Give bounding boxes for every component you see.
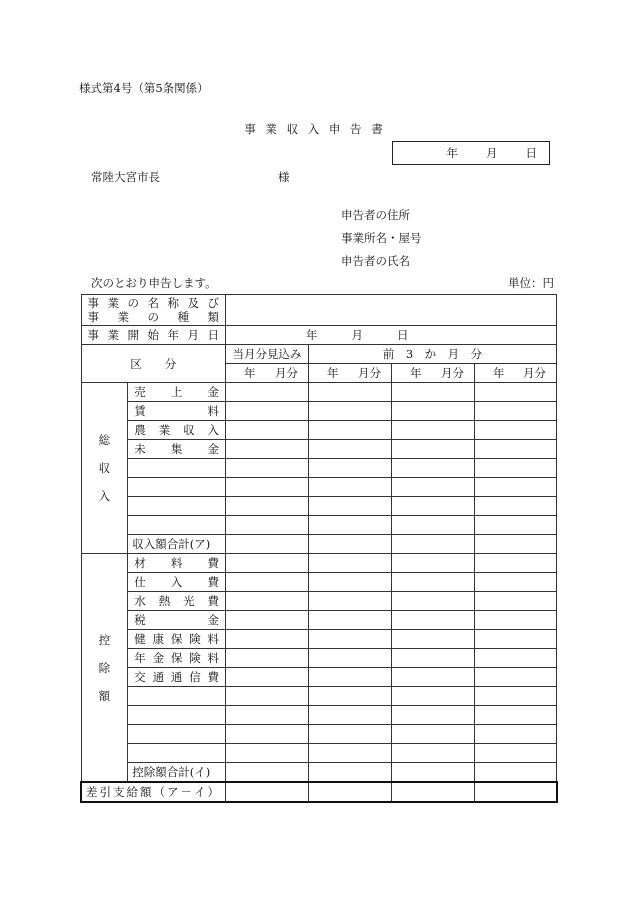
deduction-row <box>81 725 557 744</box>
amount-cell[interactable] <box>226 687 309 706</box>
amount-cell[interactable] <box>309 744 392 763</box>
start-date-field[interactable]: 年 月 日 <box>226 326 557 345</box>
date-month: 月 <box>486 146 498 160</box>
deduction-row <box>81 744 557 763</box>
amount-cell[interactable] <box>309 687 392 706</box>
start-date-label: 事業開始年月日 <box>81 326 226 345</box>
amount-cell[interactable] <box>392 459 475 478</box>
deduction-item-label[interactable] <box>128 744 226 763</box>
amount-cell[interactable] <box>475 706 557 725</box>
net-payment-label: 差引支給額（ア－イ） <box>81 782 226 802</box>
amount-cell[interactable] <box>309 706 392 725</box>
income-declaration-table <box>80 294 558 803</box>
amount-cell[interactable] <box>392 497 475 516</box>
amount-cell[interactable] <box>309 497 392 516</box>
income-row <box>81 459 557 478</box>
amount-cell[interactable] <box>309 630 392 649</box>
business-name-row <box>81 295 557 326</box>
amount-cell[interactable] <box>392 706 475 725</box>
income-item-label: 農業収入 <box>128 421 226 440</box>
form-number: 様式第4号（第5条関係） <box>79 81 209 95</box>
amount-cell[interactable] <box>226 402 309 421</box>
deduction-item-label: 年金保険料 <box>128 649 226 668</box>
amount-cell[interactable] <box>226 516 309 535</box>
date-day: 日 <box>525 146 537 160</box>
amount-cell[interactable] <box>475 516 557 535</box>
amount-cell[interactable] <box>475 649 557 668</box>
amount-cell[interactable] <box>309 573 392 592</box>
income-item-label: 未集金 <box>128 440 226 459</box>
amount-cell[interactable] <box>475 402 557 421</box>
amount-cell[interactable] <box>309 459 392 478</box>
deduction-item-label: 健康保険料 <box>128 630 226 649</box>
amount-cell[interactable] <box>392 573 475 592</box>
amount-cell[interactable] <box>475 687 557 706</box>
amount-cell[interactable] <box>309 649 392 668</box>
previous-months-label: 前 3 か 月 分 <box>309 345 557 364</box>
amount-cell[interactable] <box>392 782 475 802</box>
amount-cell[interactable] <box>475 725 557 744</box>
amount-cell[interactable] <box>392 440 475 459</box>
month-header-cell[interactable]: 年 月分 <box>475 364 557 383</box>
income-item-label[interactable] <box>128 516 226 535</box>
amount-cell[interactable] <box>226 782 309 802</box>
amount-cell[interactable] <box>309 440 392 459</box>
amount-cell[interactable] <box>309 383 392 402</box>
deduction-row <box>81 649 557 668</box>
amount-cell[interactable] <box>309 592 392 611</box>
applicant-address-label: 申告者の住所 <box>341 208 410 222</box>
amount-cell[interactable] <box>309 478 392 497</box>
amount-cell[interactable] <box>309 535 392 554</box>
amount-cell[interactable] <box>475 782 557 802</box>
amount-cell[interactable] <box>475 383 557 402</box>
amount-cell[interactable] <box>475 611 557 630</box>
deduction-item-label[interactable] <box>128 687 226 706</box>
amount-cell[interactable] <box>226 668 309 687</box>
amount-cell[interactable] <box>226 535 309 554</box>
net-payment-row <box>81 782 557 802</box>
amount-cell[interactable] <box>226 725 309 744</box>
income-row <box>81 497 557 516</box>
deduction-group-label: 控 除 額 <box>81 554 128 783</box>
income-row <box>81 478 557 497</box>
deduction-total-label: 控除額合計(イ) <box>128 763 226 783</box>
amount-cell[interactable] <box>392 725 475 744</box>
amount-cell[interactable] <box>475 668 557 687</box>
amount-cell[interactable] <box>475 744 557 763</box>
amount-cell[interactable] <box>475 573 557 592</box>
income-item-label[interactable] <box>128 497 226 516</box>
deduction-total-row <box>81 763 557 783</box>
period-header-row <box>81 345 557 364</box>
amount-cell[interactable] <box>226 554 309 573</box>
income-row <box>81 440 557 459</box>
deduction-row <box>81 687 557 706</box>
amount-cell[interactable] <box>309 763 392 783</box>
business-name-type-label: 事業の名称及び 事業の種類 <box>81 295 226 326</box>
deduction-row <box>81 668 557 687</box>
amount-cell[interactable] <box>226 478 309 497</box>
amount-cell[interactable] <box>475 630 557 649</box>
deduction-row <box>81 554 557 573</box>
amount-cell[interactable] <box>475 421 557 440</box>
amount-cell[interactable] <box>309 725 392 744</box>
amount-cell[interactable] <box>392 687 475 706</box>
amount-cell[interactable] <box>392 668 475 687</box>
date-box[interactable] <box>392 141 550 165</box>
start-date-row <box>81 326 557 345</box>
amount-cell[interactable] <box>226 459 309 478</box>
amount-cell[interactable] <box>226 649 309 668</box>
addressee: 常陸大宮市長 <box>91 170 160 184</box>
income-row <box>81 421 557 440</box>
month-header-cell[interactable]: 年 月分 <box>309 364 392 383</box>
deduction-row <box>81 630 557 649</box>
income-total-label: 収入額合計(ア) <box>128 535 226 554</box>
deduction-item-label[interactable] <box>128 725 226 744</box>
amount-cell[interactable] <box>226 744 309 763</box>
amount-cell[interactable] <box>475 440 557 459</box>
deduction-row <box>81 592 557 611</box>
amount-cell[interactable] <box>475 592 557 611</box>
amount-cell[interactable] <box>475 535 557 554</box>
amount-cell[interactable] <box>309 402 392 421</box>
income-row <box>81 383 557 402</box>
unit-label: 単位：円 <box>508 276 554 290</box>
category-label: 区 分 <box>81 345 226 383</box>
amount-cell[interactable] <box>309 611 392 630</box>
honorific: 様 <box>278 170 290 184</box>
deduction-item-label: 仕入費 <box>128 573 226 592</box>
deduction-item-label: 税金 <box>128 611 226 630</box>
income-group-label: 総 収 入 <box>81 383 128 554</box>
amount-cell[interactable] <box>392 383 475 402</box>
income-total-row <box>81 535 557 554</box>
amount-cell[interactable] <box>392 592 475 611</box>
amount-cell[interactable] <box>226 630 309 649</box>
amount-cell[interactable] <box>226 421 309 440</box>
amount-cell[interactable] <box>226 706 309 725</box>
date-year: 年 <box>446 146 458 160</box>
amount-cell[interactable] <box>226 592 309 611</box>
amount-cell[interactable] <box>226 440 309 459</box>
amount-cell[interactable] <box>309 782 392 802</box>
amount-cell[interactable] <box>309 554 392 573</box>
amount-cell[interactable] <box>392 649 475 668</box>
applicant-name-label: 申告者の氏名 <box>341 254 410 268</box>
amount-cell[interactable] <box>226 497 309 516</box>
deduction-item-label: 水熱光費 <box>128 592 226 611</box>
amount-cell[interactable] <box>309 421 392 440</box>
amount-cell[interactable] <box>475 497 557 516</box>
income-item-label: 賃料 <box>128 402 226 421</box>
amount-cell[interactable] <box>392 478 475 497</box>
document-title: 事 業 収 入 申 告 書 <box>244 122 386 136</box>
amount-cell[interactable] <box>392 402 475 421</box>
amount-cell[interactable] <box>309 668 392 687</box>
income-row <box>81 402 557 421</box>
amount-cell[interactable] <box>392 611 475 630</box>
amount-cell[interactable] <box>475 478 557 497</box>
amount-cell[interactable] <box>226 573 309 592</box>
deduction-item-label[interactable] <box>128 706 226 725</box>
amount-cell[interactable] <box>309 516 392 535</box>
amount-cell[interactable] <box>392 421 475 440</box>
amount-cell[interactable] <box>392 630 475 649</box>
deduction-item-label: 交通通信費 <box>128 668 226 687</box>
amount-cell[interactable] <box>392 554 475 573</box>
income-row <box>81 516 557 535</box>
amount-cell[interactable] <box>475 459 557 478</box>
amount-cell[interactable] <box>226 611 309 630</box>
amount-cell[interactable] <box>392 535 475 554</box>
deduction-row <box>81 706 557 725</box>
month-header-cell[interactable]: 年 月分 <box>392 364 475 383</box>
amount-cell[interactable] <box>226 763 309 783</box>
applicant-business-name-label: 事業所名・屋号 <box>341 231 422 245</box>
amount-cell[interactable] <box>392 516 475 535</box>
intro-text: 次のとおり申告します。 <box>91 276 217 290</box>
amount-cell[interactable] <box>475 763 557 783</box>
income-item-label[interactable] <box>128 478 226 497</box>
income-item-label: 売上金 <box>128 383 226 402</box>
deduction-row <box>81 573 557 592</box>
month-header-cell[interactable]: 年 月分 <box>226 364 309 383</box>
amount-cell[interactable] <box>475 554 557 573</box>
business-name-type-field[interactable] <box>226 295 557 326</box>
amount-cell[interactable] <box>392 744 475 763</box>
amount-cell[interactable] <box>392 763 475 783</box>
current-month-label: 当月分見込み <box>226 345 309 364</box>
income-item-label[interactable] <box>128 459 226 478</box>
deduction-row <box>81 611 557 630</box>
deduction-item-label: 材料費 <box>128 554 226 573</box>
amount-cell[interactable] <box>226 383 309 402</box>
